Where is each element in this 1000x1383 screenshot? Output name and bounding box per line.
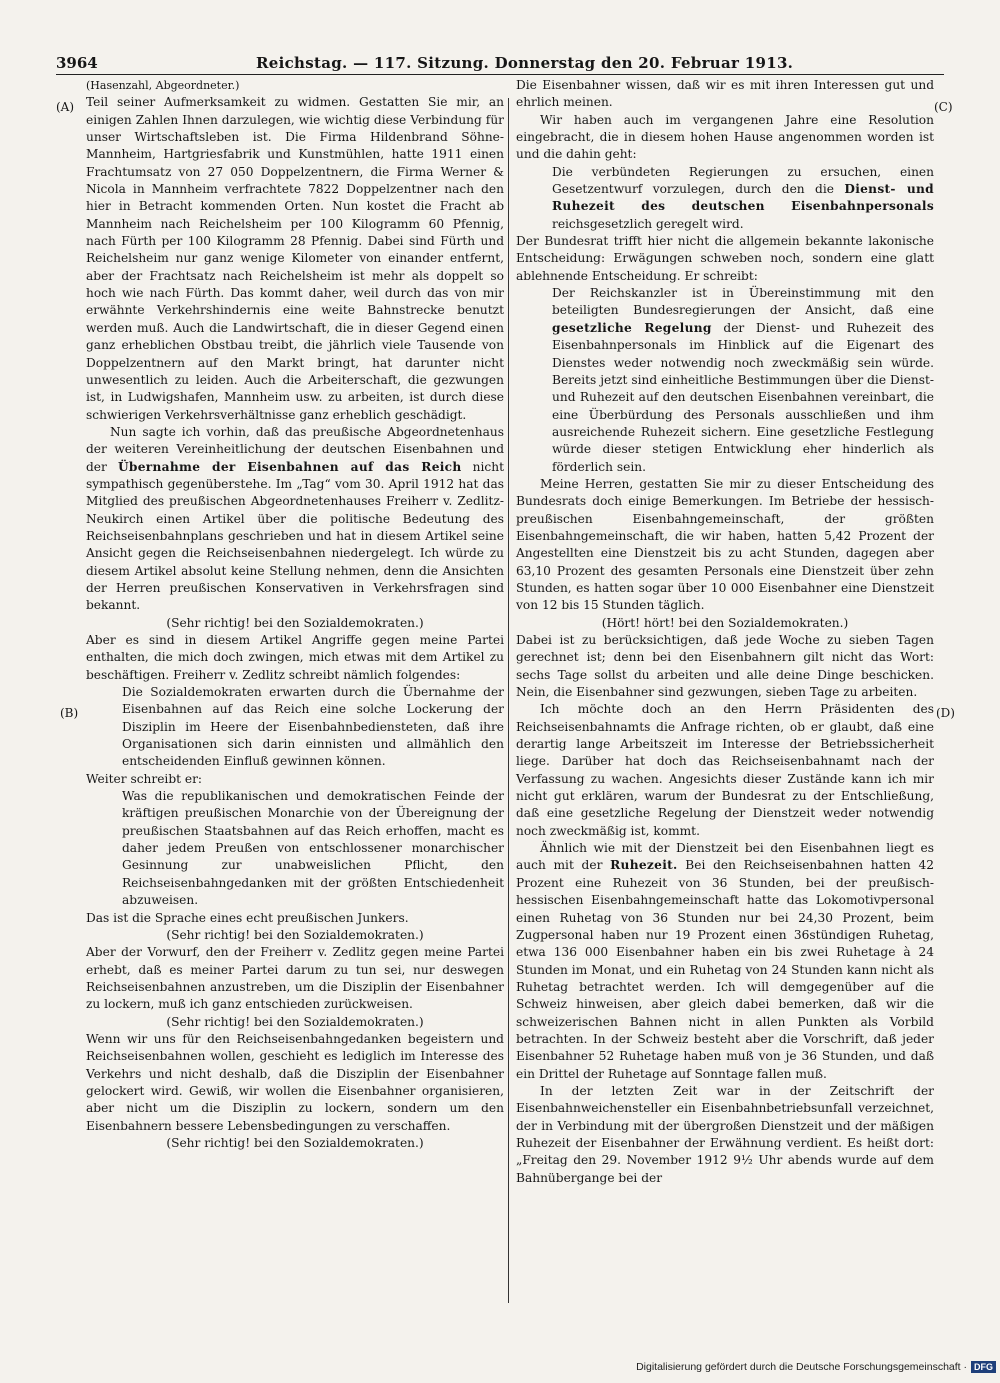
session-title: Reichstag. — 117. Sitzung. Donnerstag den 20. Februar 1913.: [256, 54, 794, 72]
paragraph: Wenn wir uns für den Reichseisenbahngedanken begeistern und Reichseisenbahnen wollen, geschieht es lediglich im Interesse des Verkehrs und nicht deshalb, daß die Disziplin der Eisenbahner gelockert wird. Gewiß, wir wollen die Eisenbahner organisieren, aber nicht um die Disziplin zu lockern, sondern um den Eisenbahnern bessere Lebensbedingungen zu verschaffen.: [86, 1031, 504, 1133]
emphasis: gesetzliche Regelung: [552, 320, 712, 335]
paragraph: Nun sagte ich vorhin, daß das preußische Abgeordnetenhaus der weiteren Vereinheitlichung der deutschen Eisenbahnen und der Übernahme der Eisenbahnen auf das Reich nicht sympathisch gegenüberstehe. Im „Tag“ vom 30. April 1912 hat das Mitglied des preußischen Abgeordnetenhauses Freiherr v. Zedlitz-Neukirch einen Artikel über die politische Bedeutung des Reichseisenbahnplans geschrieben und hat in diesem Artikel seine Ansicht gegen die Reichseisenbahnen niedergelegt. Ich würde zu diesem Artikel absolut keine Stellung nehmen, denn die Ansichten der Herren preußischen Konservativen in Verkehrsfragen sind bekannt.: [86, 424, 504, 613]
interjection: (Sehr richtig! bei den Sozialdemokraten.): [166, 1014, 424, 1029]
speaker-note: (Hasenzahl, Abgeordneter.): [86, 79, 240, 92]
page-number: 3964: [56, 54, 98, 72]
credit-text: Digitalisierung gefördert durch die Deutsche Forschungsgemeinschaft ·: [636, 1361, 967, 1373]
paragraph: Wir haben auch im vergangenen Jahre eine Resolution eingebracht, die in diesem hohen Hause angenommen worden ist und die dahin geht:: [516, 112, 934, 162]
margin-mark-d: (D): [936, 706, 955, 720]
interjection: (Sehr richtig! bei den Sozialdemokraten.): [166, 927, 424, 942]
column-divider: [508, 98, 509, 1303]
margin-mark-a: (A): [56, 100, 75, 114]
emphasis: Ruhezeit.: [610, 858, 678, 873]
interjection: (Sehr richtig! bei den Sozialdemokraten.): [166, 1135, 424, 1150]
paragraph: Dabei ist zu berücksichtigen, daß jede Woche zu sieben Tagen gerechnet ist; denn bei den Eisenbahnern gilt nicht das Wort: sechs Tage sollst du arbeiten und alle deine Dinge beschicken. Nein, die Eisenbahner sind gezwungen, sieben Tage zu arbeiten.: [516, 633, 934, 700]
quotation: Die verbündeten Regierungen zu ersuchen, einen Gesetzentwurf vorzulegen, durch den die Dienst- und Ruhezeit des deutschen Eisenbahnpersonals reichsgesetzlich geregelt wird.: [552, 164, 934, 231]
paragraph: Weiter schreibt er:: [86, 771, 203, 786]
quotation: Der Reichskanzler ist in Übereinstimmung mit den beteiligten Bundesregierungen der Ansicht, daß eine gesetzliche Regelung der Dienst- und Ruhezeit des Eisenbahnpersonals im Hinblick auf die Eigenart des Dienstes weder notwendig noch zweckmäßig sein würde. Bereits jetzt sind einheitliche Bestimmungen über die Dienst- und Ruhezeit auf den deutschen Eisenbahnen vereinbart, die eine Überbürdung des Personals ausschließen und ihm ausreichende Ruhezeit sichern. Eine gesetzliche Festlegung würde dieser stetigen Entwicklung eher hinderlich als förderlich sein.: [552, 286, 934, 474]
emphasis: Übernahme der Eisenbahnen auf das Reich: [117, 459, 462, 474]
paragraph: Aber der Vorwurf, den der Freiherr v. Zedlitz gegen meine Partei erhebt, daß es meiner Partei darum zu tun sei, nur deswegen Reichseisenbahnen anzustreben, um die Disziplin der Eisenbahner zu lockern, muß ich ganz entschieden zurückweisen.: [86, 945, 504, 1012]
running-header: [56, 54, 944, 74]
paragraph: Der Bundesrat trifft hier nicht die allgemein bekannte lakonische Entscheidung: Erwägungen schweben noch, sondern eine glatt ablehnende Entscheidung. Er schreibt:: [516, 234, 934, 283]
margin-mark-c: (C): [934, 100, 953, 114]
dfg-logo: DFG: [971, 1361, 996, 1373]
left-column: [86, 77, 504, 1152]
paragraph: Meine Herren, gestatten Sie mir zu dieser Entscheidung des Bundesrats doch einige Bemerkungen. Im Betriebe der hessisch-preußischen Eisenbahngemeinschaft, der größten Eisenbahngemeinschaft, die wir haben, hatten 5,42 Prozent der Angestellten eine Dienstzeit bis zu acht Stunden, dagegen aber 63,10 Prozent des gesamten Personals eine Dienstzeit über zehn Stunden, es hatten sogar über 10 000 Eisenbahner eine Dienstzeit von 12 bis 15 Stunden täglich.: [516, 476, 934, 613]
paragraph: In der letzten Zeit war in der Zeitschrift der Eisenbahnweichensteller ein Eisenbahnbetriebsunfall verzeichnet, der in Verbindung mit der übergroßen Dienstzeit und der mäßigen Ruhezeit der Eisenbahner der Erwähnung verdient. Es heißt dort: „Freitag den 29. November 1912 9½ Uhr abends wurde auf dem Bahnübergange bei der: [516, 1083, 934, 1185]
paragraph: Teil seiner Aufmerksamkeit zu widmen. Gestatten Sie mir, an einigen Zahlen Ihnen darzulegen, wie wichtig diese Verbindung für unser Wirtschaftsleben ist. Die Firma Hildenbrand Söhne-Mannheim, Hartgriesfabrik und Kunstmühlen, hatte 1911 einen Frachtumsatz von 27 050 Doppelzentnern, die Firma Werner & Nicola in Mannheim verfrachtete 7822 Doppelzentner nach den hier in Betracht kommenden Orten. Nun kostet die Fracht ab Mannheim nach Reichelsheim per 100 Kilogramm 60 Pfennig, nach Fürth per 100 Kilogramm 28 Pfennig. Dabei sind Fürth und Reichelsheim nur ganz wenige Kilometer von einander entfernt, aber der Frachtsatz nach Reichelsheim ist mehr als doppelt so hoch wie nach Fürth. Das kommt daher, weil durch das von mir erwähnte Verkehrshindernis eine weite Bahnstrecke benutzt werden muß. Auch die Landwirtschaft, die in dieser Gegend einen ganz erheblichen Obstbau treibt, die jährlich viele Tausende von Doppelzentnern auf den Markt bringt, hat darunter nicht unwesentlich zu leiden. Auch die Arbeiterschaft, die gezwungen ist, in Ludwigshafen, Mannheim usw. zu arbeiten, ist durch diese schwierigen Verkehrsverhältnisse ganz erheblich geschädigt.: [86, 95, 504, 422]
interjection: (Hört! hört! bei den Sozialdemokraten.): [601, 615, 849, 630]
right-column: [516, 77, 934, 1187]
paragraph: Ähnlich wie mit der Dienstzeit bei den Eisenbahnen liegt es auch mit der Ruhezeit. Bei den Reichseisenbahnen hatten 42 Prozent eine Ruhezeit von 36 Stunden, bei der preußisch-hessischen Eisenbahngemeinschaft hatte das Lokomotivpersonal einen Ruhetag von 36 Stunden nur bei 24,30 Prozent, beim Zugpersonal haben nur 19 Prozent einen 36stündigen Ruhetag, etwa 136 000 Eisenbahner haben ein bis zwei Ruhetage à 24 Stunden im Monat, und ein Ruhetag von 24 Stunden kann nicht als Ruhetag betrachtet werden. Ich will demgegenüber auf die Schweiz hinweisen, aber gleich dabei bemerken, daß wir die schweizerischen Bahnen nicht in allen Punkten als Vorbild betrachten. In der Schweiz besteht aber die Vorschrift, daß jeder Eisenbahner 52 Ruhetage haben muß von je 36 Stunden, und daß ein Drittel der Ruhetage auf Sonntage fallen muß.: [516, 841, 934, 1081]
header-rule: [56, 74, 944, 75]
digitization-credit: [636, 1361, 996, 1373]
paragraph: Das ist die Sprache eines echt preußischen Junkers.: [86, 910, 409, 925]
paragraph: Aber es sind in diesem Artikel Angriffe gegen meine Partei enthalten, die mich doch zwingen, mich etwas mit dem Artikel zu beschäftigen. Freiherr v. Zedlitz schreibt nämlich folgendes:: [86, 633, 504, 682]
paragraph: Die Eisenbahner wissen, daß wir es mit ihren Interessen gut und ehrlich meinen.: [516, 78, 934, 110]
emphasis: Dienst- und Ruhezeit des deutschen Eisenbahnpersonals: [552, 182, 934, 214]
quotation: Was die republikanischen und demokratischen Feinde der kräftigen preußischen Monarchie von der Übereignung der preußischen Staatsbahnen auf das Reich erhoffen, macht es daher jedem Preußen von entschlossener monarchischer Gesinnung zur unabweislichen Pflicht, den Reichseisenbahngedanken mit der größten Entschiedenheit abzuweisen.: [122, 789, 504, 908]
interjection: (Sehr richtig! bei den Sozialdemokraten.): [166, 615, 424, 630]
paragraph: Ich möchte doch an den Herrn Präsidenten des Reichseisenbahnamts die Anfrage richten, ob er glaubt, daß eine derartig lange Arbeitszeit im Interesse der Betriebssicherheit liege. Darüber hat doch das Reichseisenbahnamt nach der Verfassung zu wachen. Angesichts dieser Zustände kann ich mir nicht gut erklären, warum der Bundesrat zu der Entschließung, daß eine gesetzliche Regelung der Dienstzeit weder notwendig noch zweckmäßig ist, kommt.: [516, 702, 934, 838]
margin-mark-b: (B): [60, 706, 79, 720]
quotation: Die Sozialdemokraten erwarten durch die Übernahme der Eisenbahnen auf das Reich eine solche Lockerung der Disziplin im Heere der Eisenbahnbediensteten, daß ihre Organisationen sich darin einnisten und allmählich den entscheidenden Einfluß gewinnen können.: [122, 685, 504, 769]
